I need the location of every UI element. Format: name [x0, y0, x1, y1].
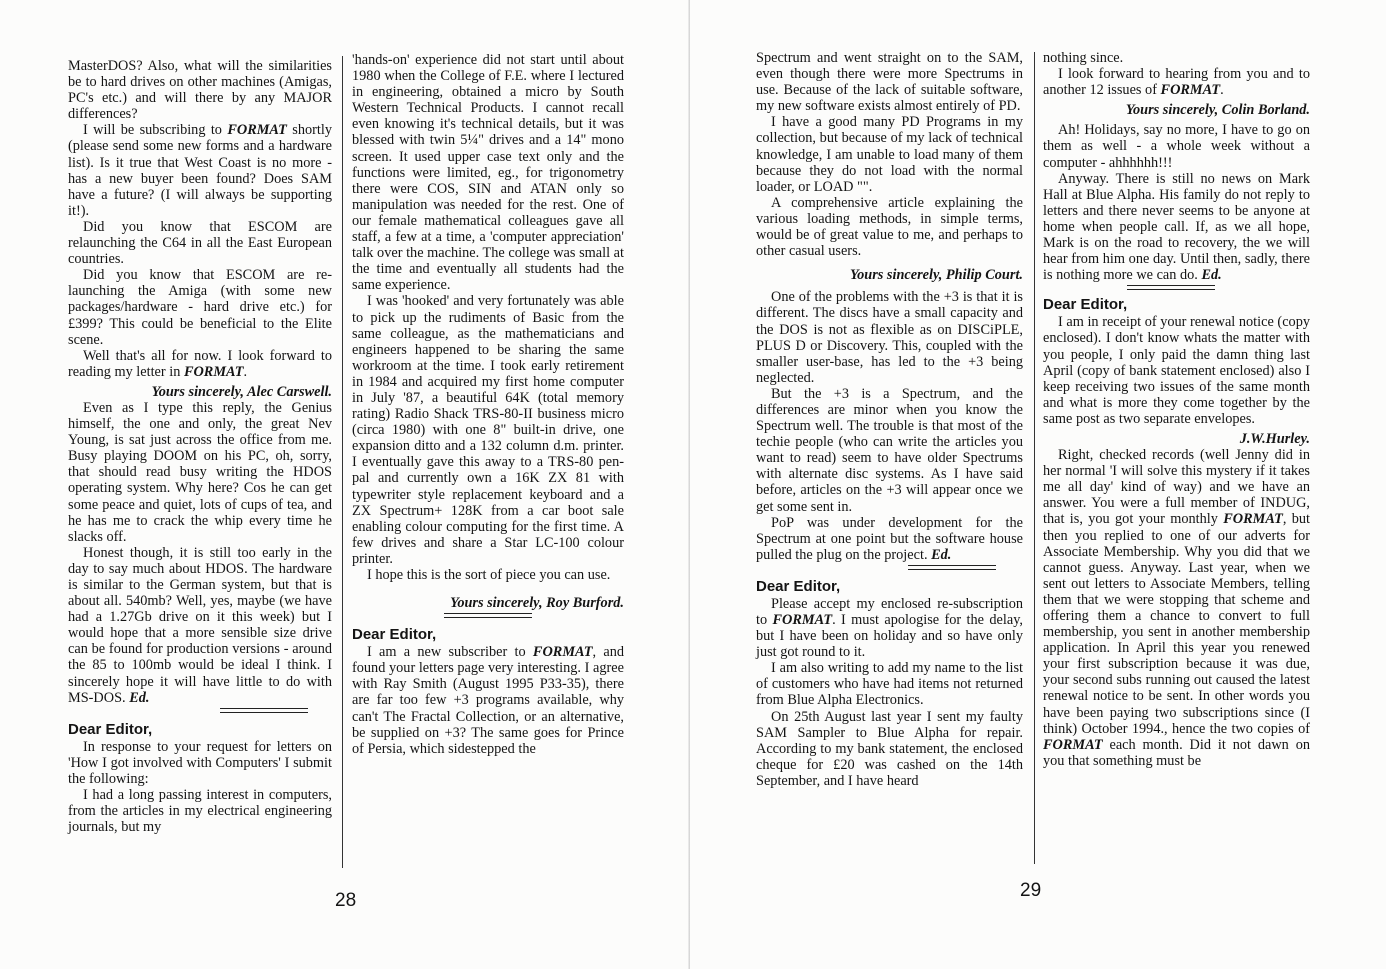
right-page-column-1 [756, 50, 1023, 789]
paragraph: I hope this is the sort of piece you can use. [367, 567, 611, 583]
column-divider [342, 56, 343, 868]
editor-reply: Anyway. There is still no news on Mark Hall at Blue Alpha. His family do not reply to letters and there never seems to be anyone at home when people call. If, as we all hope, Mark is on the road to recovery, the we will hear from him one day. Until then, sadly, there is nothing more we can do. Ed. [1043, 170, 1310, 284]
signature: Yours sincerely, Colin Borland. [1125, 102, 1310, 119]
right-page [690, 0, 1386, 969]
paragraph: On 25th August last year I sent my faulty SAM Sampler to Blue Alpha for repair. According to my bank statement, the enclosed cheque for £20 was cashed on the 14th September, and I have heard [756, 708, 1023, 789]
letter-heading: Dear Editor, [68, 720, 153, 738]
page-number: 29 [1020, 880, 1042, 901]
editor-reply: But the +3 is a Spectrum, and the differences are minor when you know the Spectrum well. The trouble is that most of the techie people (who can write the articles you want to read) seem to have older Spectrums with alternate disc systems. As I have said before, articles on the +3 will appear once we get some sent in. [756, 385, 1023, 515]
paragraph: MasterDOS? Also, what will the similarities be to hard drives on other machines (Amigas, PC's etc.) and will there by any MAJOR differences? [68, 58, 332, 123]
editor-reply: Right, checked records (well Jenny did in her normal 'I will solve this mystery if it takes me all day' kind of way) and we have an answer. You were a full member of INDUG, that is, you got your monthly FORMAT, but then you replied to one of our adverts for Associate Membership. Why you did that we cannot guess. Anyway. Last year, when we sent out letters to Associate Members, telling them that we were stopping that scheme and offering them a chance to convert to full membership, you sent in another membership application. In April this year you renewed your first subscription because it was due, your second subs running out caused the latest renewal notice to be sent. In other words you have been paying two subscriptions since (I think) October 1994., hence the two copies of FORMAT each month. Did it not dawn on you that something must be [1043, 447, 1311, 769]
left-page-column-2 [352, 52, 624, 757]
letter-heading: Dear Editor, [352, 626, 437, 644]
left-page-column-1 [68, 58, 332, 835]
divider-rule [220, 708, 308, 713]
paragraph: nothing since. [1043, 50, 1124, 66]
paragraph: I am also writing to add my name to the list of customers who have had items not returned from Blue Alpha Electronics. [756, 660, 1023, 709]
paragraph: In response to your request for letters on 'How I got involved with Computers' I submit the following: [68, 738, 332, 787]
signature: Yours sincerely, Roy Burford. [450, 595, 624, 612]
paragraph: I was 'hooked' and very fortunately was able to pick up the rudiments of Basic from the same colleague, as the mathematicians and engineers happened to be sharing the same workroom at the time. I took early retirement in 1984 and acquired my first home computer in July '87, a beautiful 64K (total memory rating) Radio Shack TRS-80-II business micro (circa 1980) with one 8" built-in drive, one expansion ditto and a 132 column d.m. printer. I eventually gave this away to a TRS-80 pen-pal and currently own a 16K ZX 81 with typewriter style replacement keyboard and a ZX Spectrum+ 128K from a car boot sale enabling colour computing for the first time. A few drives and share a Star LC-100 colour printer. [352, 293, 624, 567]
paragraph: Did you know that ESCOM are relaunching the C64 in all the East European countries. [68, 218, 332, 268]
paragraph: I am a new subscriber to FORMAT, and found your letters page very interesting. I agree with Ray Smith (August 1995 P33-35), there are far too few +3 programs available, why can't The Fractal Collection, or an alternative, be supplied on +3? The same goes for Prince of Persia, which sidestepped the [352, 644, 625, 757]
divider-rule [1127, 285, 1215, 290]
editor-reply: Ah! Holidays, say no more, I have to go on them as well - a whole week without a computer - ahhhhhh!!! [1043, 122, 1310, 171]
editor-reply: Even as I type this reply, the Genius himself, the one and only, the great Nev Young, is sat just across the office from me. Busy playing DOOM on his PC, oh, sorry, that should read busy writing the HDOS operating system. Why here? Cos he can get some peace and quiet, lots of cups of tea, and he has me to crack the whip every time he slacks off. [68, 399, 332, 545]
paragraph: Please accept my enclosed re-subscription to FORMAT. I must apologise for the delay, but I have been on holiday and so have only just got round to it. [756, 595, 1023, 661]
signature: J.W.Hurley. [1239, 430, 1310, 447]
page-number: 28 [335, 890, 357, 911]
letter-heading: Dear Editor, [756, 577, 841, 595]
paragraph: Did you know that ESCOM are re-launching the Amiga (with some new packages/hardware - hard drive etc.) for £399? This could be beneficial to the Elite scene. [68, 267, 332, 348]
paragraph: A comprehensive article explaining the various loading methods, in simple terms, would be of great value to me, and perhaps to other casual users. [756, 194, 1023, 260]
column-divider [1034, 52, 1035, 864]
paragraph: 'hands-on' experience did not start until about 1980 when the College of F.E. where I lectured in engineering, obtained a micro by South Western Technical Products. I cannot recall even knowing it's technical details, but it was blessed with twin 5¼" drives and a 14" mono screen. It used upper case text only and the functions were limited, eg., for trigonometry there were COS, SIN and ATAN only so manipulation was needed for the rest. One of our female mathematical colleagues gave all staff, a few at a time, a 'computer appreciation' talk over the machine. The college was small at the time and eventually all students had the same experience. [352, 52, 624, 294]
divider-rule [908, 565, 996, 570]
paragraph: I had a long passing interest in computers, from the articles in my electrical engineering journals, but my [68, 787, 332, 836]
paragraph: Spectrum and went straight on to the SAM, even though there were more Spectrums in use. Because of the lack of suitable software, my new software exists almost entirely of PD. [756, 50, 1023, 115]
paragraph: I have a good many PD Programs in my collection, but because of my lack of technical knowledge, I am unable to load many of them because they do not load with the normal loader, or LOAD "". [756, 114, 1023, 195]
right-page-column-2 [1043, 50, 1310, 769]
editor-reply: Honest though, it is still too early in the day to say much about HDOS. The hardware is similar to the German system, but that is about all. 540mb? Well, yes, maybe (we have had a 1.27Gb drive on it this week) but I would hope that a more sensible size drive can be found for production versions - around the 85 to 100mb would be ideal I think. I sincerely hope it will have little to do with MS-DOS. Ed. [68, 544, 332, 706]
editor-reply: One of the problems with the +3 is that it is different. The discs have a small capacity and the DOS is not as flexible as on DISCiPLE, PLUS D or Discovery. This, coupled with the smaller user-base, has led to the +3 being neglected. [756, 289, 1023, 386]
paragraph: I am in receipt of your renewal notice (copy enclosed). I don't know whats the matter with you people, I only paid the damn thing last April (copy of bank statement enclosed) also I keep receiving two issues of the same month and what is more they come together by the same post as two separate envelopes. [1043, 314, 1310, 427]
paragraph: I look forward to hearing from you and to another 12 issues of FORMAT. [1043, 66, 1310, 99]
letter-heading: Dear Editor, [1043, 296, 1128, 314]
signature: Yours sincerely, Philip Court. [849, 267, 1023, 284]
left-page [0, 0, 690, 969]
paragraph: I will be subscribing to FORMAT shortly (please send some new forms and a hardware list). Is it true that West Coast is no more - has a new buyer been found? Does SAM have a future? (I will always be supporting it!). [68, 122, 332, 219]
editor-reply: PoP was under development for the Spectrum at one point but the software house pulled the plug on the project. Ed. [756, 514, 1023, 563]
divider-rule [444, 613, 532, 618]
paragraph: Well that's all for now. I look forward to reading my letter in FORMAT. [68, 347, 332, 380]
signature: Yours sincerely, Alec Carswell. [151, 383, 332, 400]
